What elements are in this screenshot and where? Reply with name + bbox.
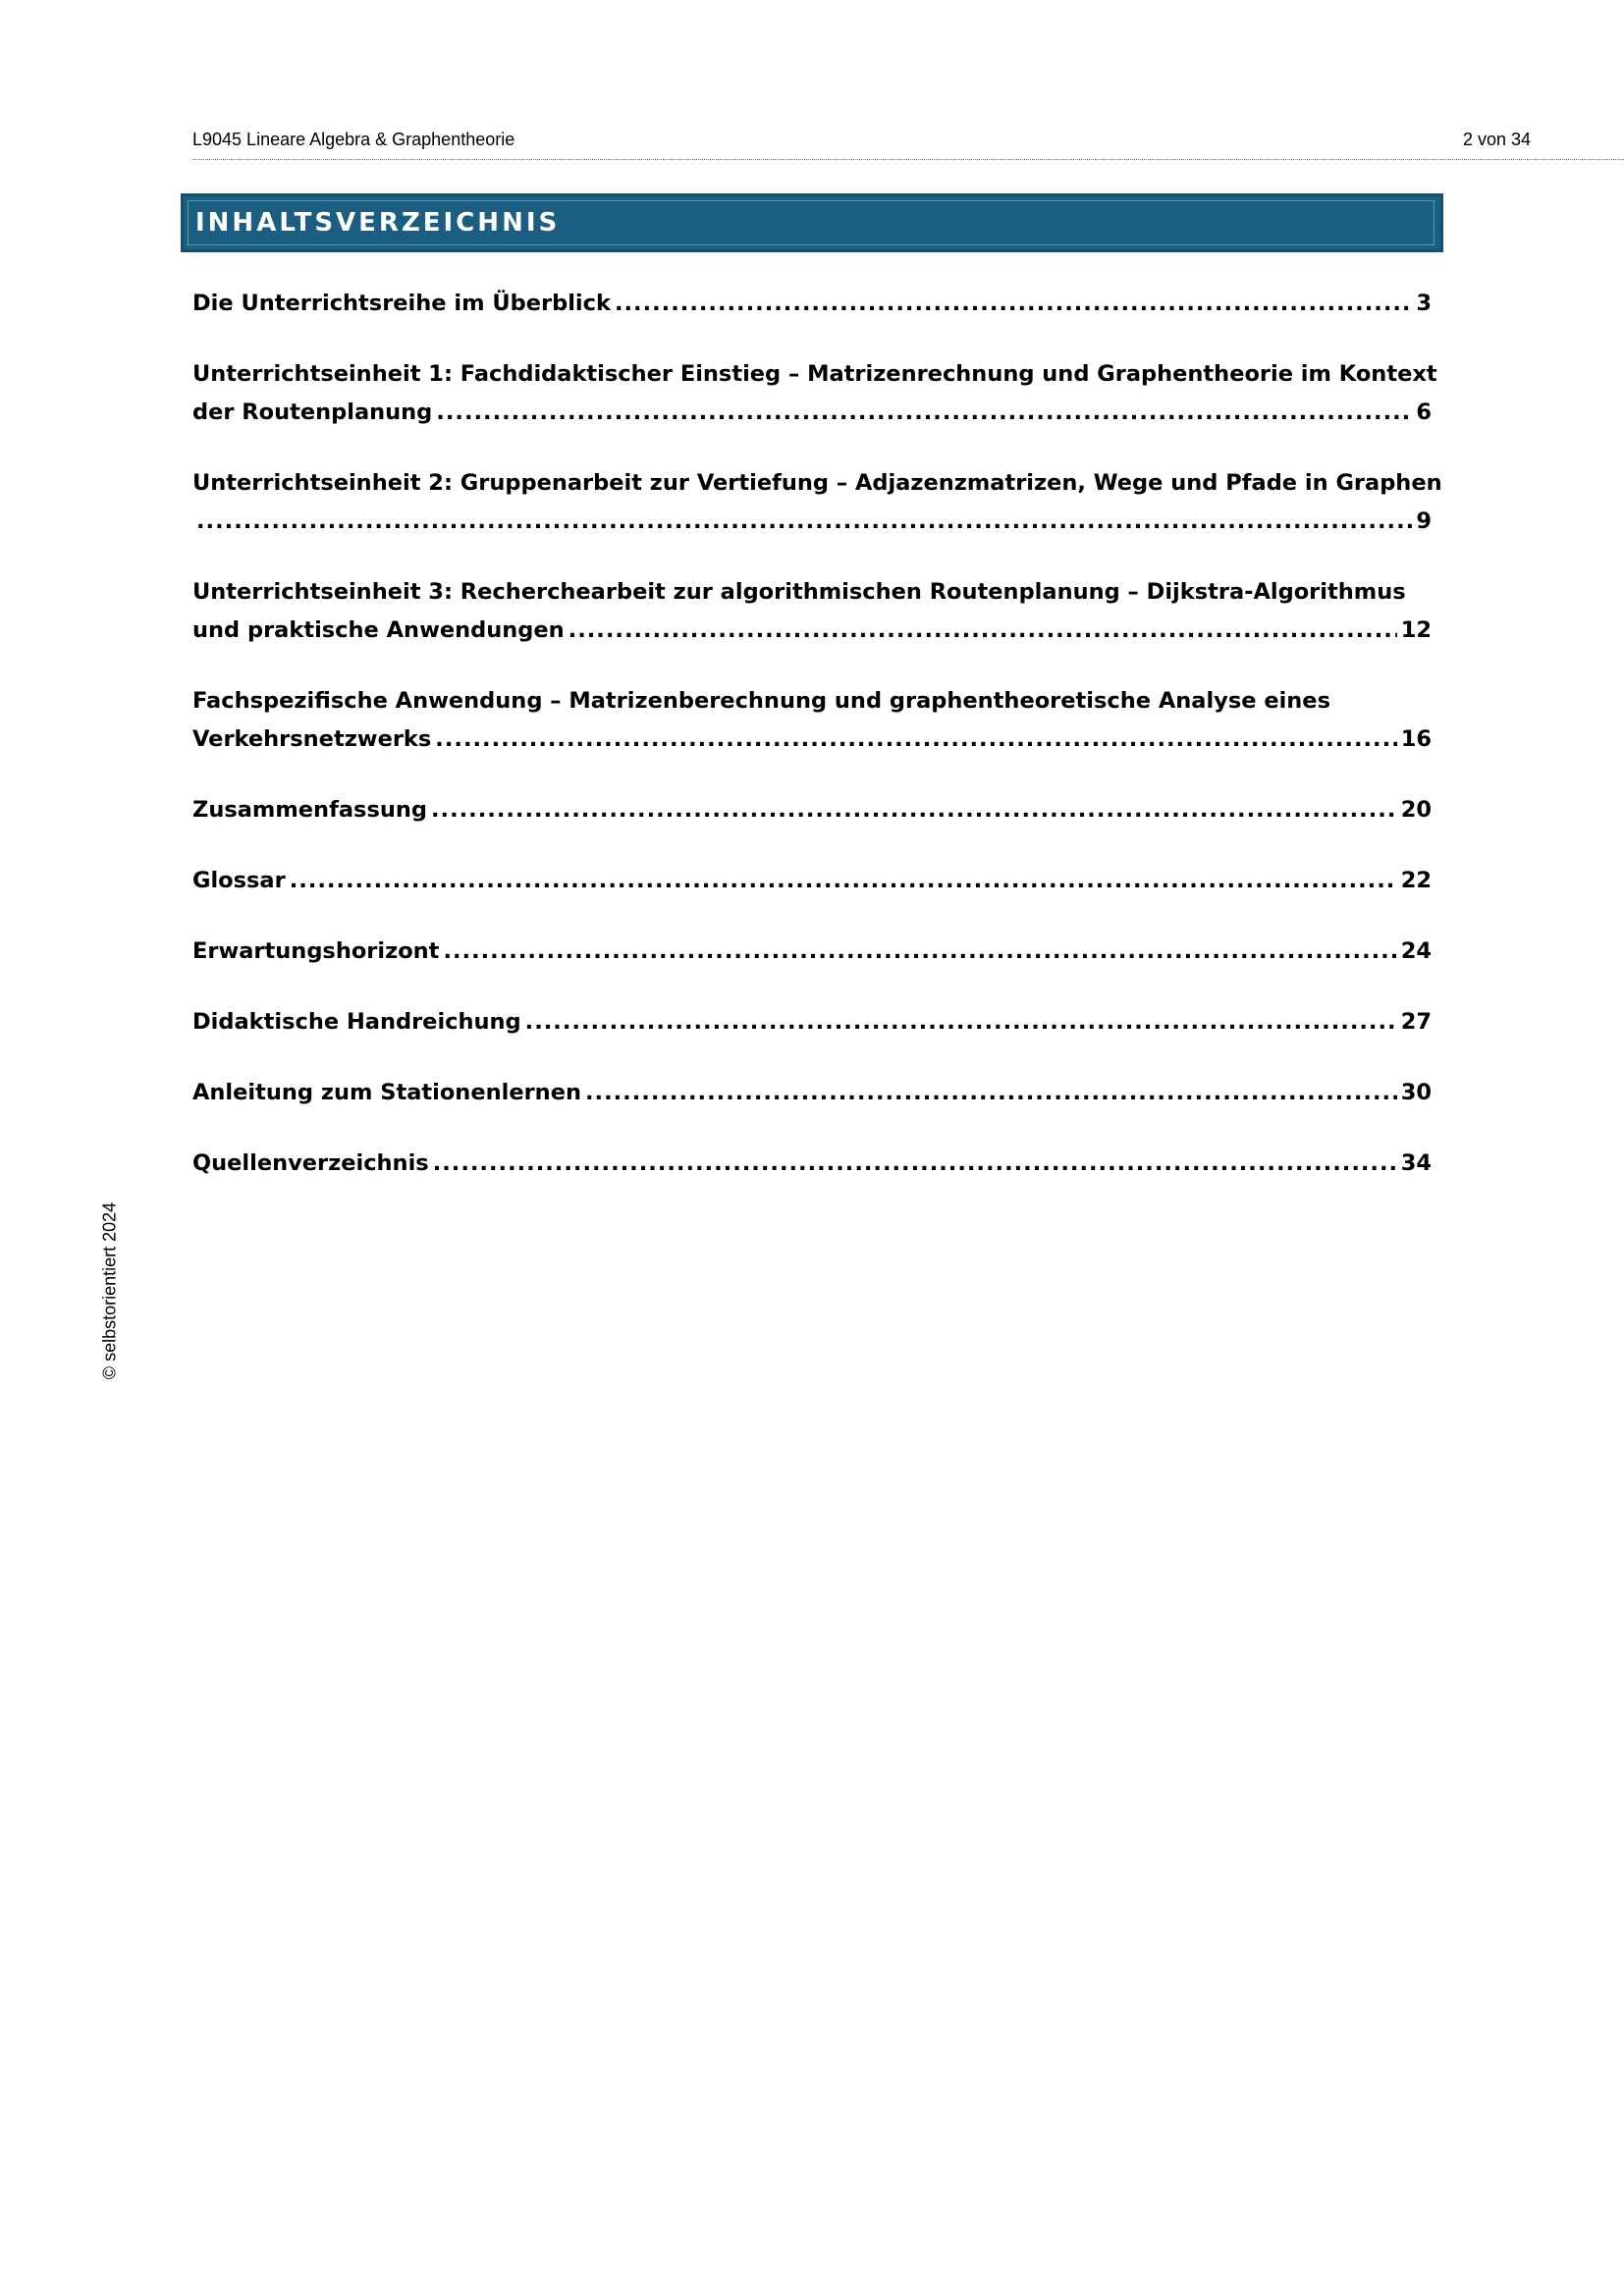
toc-leader-line xyxy=(192,503,1432,541)
toc-entry-expectations[interactable] xyxy=(192,933,1432,971)
toc-leader-line xyxy=(192,862,1432,900)
toc-entry-application[interactable] xyxy=(192,682,1432,759)
copyright-notice: © selbstorientiert 2024 xyxy=(99,1201,120,1380)
toc-entry-page: 20 xyxy=(1400,797,1432,823)
toc-entry-page: 22 xyxy=(1400,868,1432,893)
toc-dot-leader xyxy=(568,612,1397,650)
toc-entry-glossary[interactable] xyxy=(192,862,1432,900)
toc-entry-title-line: Unterrichtseinheit 3: Recherchearbeit zur algorithmischen Routenplanung – Dijkstra-Algorithmus xyxy=(192,579,1406,605)
toc-dot-leader xyxy=(525,1003,1397,1041)
toc-entry-summary[interactable] xyxy=(192,791,1432,829)
toc-dot-leader xyxy=(435,721,1396,759)
toc-entry-page: 12 xyxy=(1400,617,1432,643)
toc-entry-page: 30 xyxy=(1400,1080,1432,1105)
toc-dot-leader xyxy=(196,503,1412,541)
toc-leader-line xyxy=(192,285,1432,323)
toc-entry-page: 6 xyxy=(1416,400,1432,425)
toc-entry-page: 16 xyxy=(1400,726,1432,752)
toc-dot-leader xyxy=(433,1145,1397,1183)
toc-heading-banner xyxy=(181,193,1443,252)
toc-leader-line xyxy=(192,394,1432,432)
toc-entry-title: Erwartungshorizont xyxy=(192,938,440,964)
toc-entry-station-learning[interactable] xyxy=(192,1074,1432,1112)
toc-entry-title: Glossar xyxy=(192,868,286,893)
toc-dot-leader xyxy=(436,394,1412,432)
toc-entry-title: Anleitung zum Stationenlernen xyxy=(192,1080,581,1105)
toc-entry-title: Die Unterrichtsreihe im Überblick xyxy=(192,291,611,316)
toc-entry-page: 27 xyxy=(1400,1009,1432,1035)
toc-leader-line xyxy=(192,1145,1432,1183)
toc-entry-title: Zusammenfassung xyxy=(192,797,427,823)
toc-entry-title: und praktische Anwendungen xyxy=(192,617,565,643)
toc-entry-title-line: Fachspezifische Anwendung – Matrizenberechnung und graphentheoretische Analyse eines xyxy=(192,688,1330,714)
page-number: 2 von 34 xyxy=(1463,130,1532,149)
toc-entry-unit-2[interactable] xyxy=(192,464,1442,541)
toc-entry-unit-3[interactable] xyxy=(192,573,1432,650)
toc-dot-leader xyxy=(431,791,1397,829)
toc-leader-line xyxy=(192,721,1432,759)
toc-entry-sources[interactable] xyxy=(192,1145,1432,1183)
toc-leader-line xyxy=(192,1003,1432,1041)
toc-leader-line xyxy=(192,612,1432,650)
toc-entry-title: Quellenverzeichnis xyxy=(192,1150,429,1176)
toc-entry-overview[interactable] xyxy=(192,285,1432,323)
toc-entry-title-line: Unterrichtseinheit 1: Fachdidaktischer Einstieg – Matrizenrechnung und Graphentheorie im Kontext xyxy=(192,361,1437,387)
table-of-contents xyxy=(192,285,1442,1215)
toc-entry-page: 34 xyxy=(1400,1150,1432,1176)
toc-entry-didactic-guide[interactable] xyxy=(192,1003,1432,1041)
toc-dot-leader xyxy=(615,285,1412,323)
toc-entry-title: der Routenplanung xyxy=(192,400,433,425)
toc-entry-page: 9 xyxy=(1416,508,1432,534)
toc-leader-line xyxy=(192,933,1432,971)
toc-leader-line xyxy=(192,791,1432,829)
document-title: L9045 Lineare Algebra & Graphentheorie xyxy=(192,130,515,149)
toc-entry-title-line: Unterrichtseinheit 2: Gruppenarbeit zur Vertiefung – Adjazenzmatrizen, Wege und Pfade in Graphen xyxy=(192,470,1442,496)
toc-dot-leader xyxy=(443,933,1396,971)
toc-leader-line xyxy=(192,1074,1432,1112)
toc-entry-title: Didaktische Handreichung xyxy=(192,1009,521,1035)
toc-dot-leader xyxy=(290,862,1397,900)
toc-entry-unit-1[interactable] xyxy=(192,355,1437,432)
page-header xyxy=(192,128,1624,160)
toc-heading: INHALTSVERZEICHNIS xyxy=(195,208,561,238)
toc-entry-title: Verkehrsnetzwerks xyxy=(192,726,432,752)
toc-entry-page: 3 xyxy=(1416,291,1432,316)
toc-entry-page: 24 xyxy=(1400,938,1432,964)
toc-dot-leader xyxy=(585,1074,1397,1112)
